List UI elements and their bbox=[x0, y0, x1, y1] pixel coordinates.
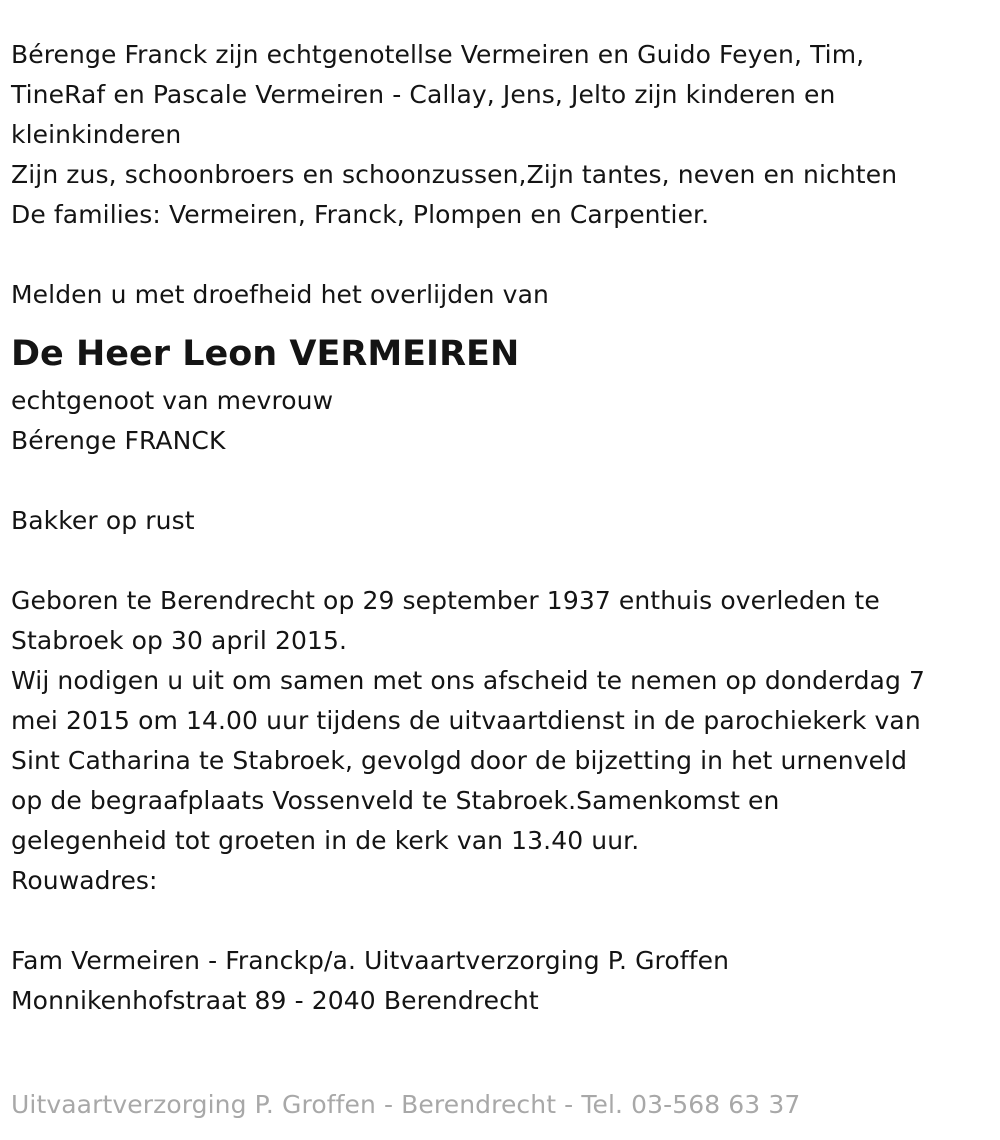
spacer bbox=[11, 541, 991, 581]
spacer bbox=[11, 461, 991, 501]
funeral-home-footer: Uitvaartverzorging P. Groffen - Berendrecht - Tel. 03-568 63 37 bbox=[11, 1090, 801, 1119]
spouse-line: Bérenge FRANCK bbox=[11, 426, 226, 455]
address-line: Fam Vermeiren - Franckp/a. Uitvaartverzorging P. Groffen bbox=[11, 946, 730, 975]
address-line: Monnikenhofstraat 89 - 2040 Berendrecht bbox=[11, 986, 539, 1015]
intro-block bbox=[11, 35, 991, 235]
details-line: mei 2015 om 14.00 uur tijdens de uitvaartdienst in de parochiekerk van bbox=[11, 706, 921, 735]
spacer bbox=[11, 235, 991, 275]
intro-line: De families: Vermeiren, Franck, Plompen en Carpentier. bbox=[11, 200, 710, 229]
intro-line: TineRaf en Pascale Vermeiren - Callay, Jens, Jelto zijn kinderen en bbox=[11, 80, 836, 109]
intro-line: Zijn zus, schoonbroers en schoonzussen,Zijn tantes, neven en nichten bbox=[11, 160, 898, 189]
details-line: gelegenheid tot groeten in de kerk van 13.40 uur. bbox=[11, 826, 640, 855]
address-block bbox=[11, 941, 991, 1021]
details-line: Sint Catharina te Stabroek, gevolgd door de bijzetting in het urnenveld bbox=[11, 746, 908, 775]
announcement-text: Melden u met droefheid het overlijden van bbox=[11, 280, 549, 309]
occupation-text: Bakker op rust bbox=[11, 506, 195, 535]
intro-line: kleinkinderen bbox=[11, 120, 182, 149]
spacer bbox=[11, 901, 991, 941]
details-line: Geboren te Berendrecht op 29 september 1937 enthuis overleden te bbox=[11, 586, 880, 615]
spouse-line: echtgenoot van mevrouw bbox=[11, 386, 334, 415]
details-line: Stabroek op 30 april 2015. bbox=[11, 626, 348, 655]
details-line: Wij nodigen u uit om samen met ons afscheid te nemen op donderdag 7 bbox=[11, 666, 925, 695]
intro-line: Bérenge Franck zijn echtgenotellse Vermeiren en Guido Feyen, Tim, bbox=[11, 40, 865, 69]
details-line: op de begraafplaats Vossenveld te Stabroek.Samenkomst en bbox=[11, 786, 780, 815]
obituary-notice bbox=[11, 35, 991, 1021]
details-line: Rouwadres: bbox=[11, 866, 158, 895]
details-block bbox=[11, 581, 991, 901]
deceased-name: De Heer Leon VERMEIREN bbox=[11, 334, 520, 374]
spouse-block bbox=[11, 381, 991, 461]
